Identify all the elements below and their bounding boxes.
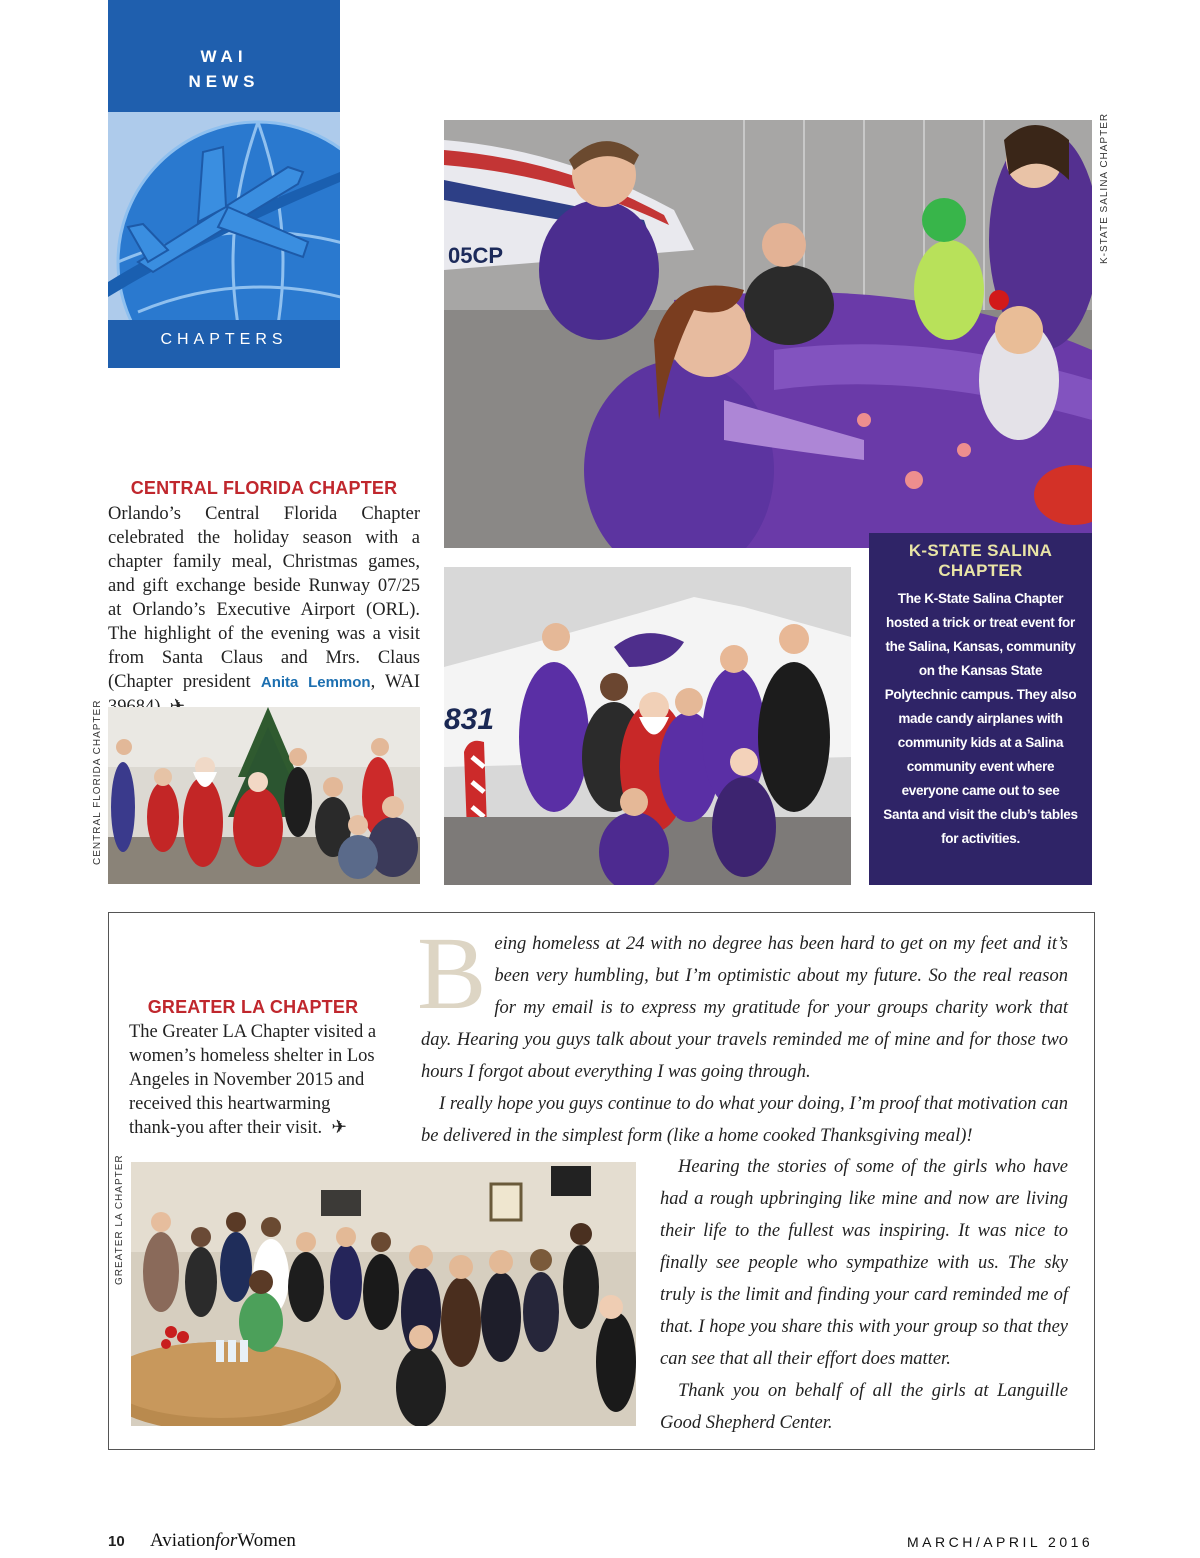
airplane-globe-graphic — [108, 112, 340, 320]
magazine-title — [150, 1530, 296, 1552]
kstate-heading — [869, 541, 1092, 581]
letter-paragraph-1: eing homeless at 24 with no degree has been hard to get on my feet and it’s been very humbling, but I’m optimistic about my future. So the real reason for my email is to express my gratitude for your groups charity work that day. Hearing you guys talk about your travels reminded me of mine and for those two hours I forgot about everything I was going through. — [421, 934, 1068, 1082]
plane-registration-text: 05CP — [448, 243, 504, 268]
kstate-santa-group-photo — [444, 567, 851, 885]
photo-credit-greater-la: GREATER LA CHAPTER — [114, 1154, 125, 1285]
greater-la-heading: GREATER LA CHAPTER — [147, 997, 359, 1017]
greater-la-shelter-photo — [131, 1162, 636, 1426]
central-florida-group-photo — [108, 707, 420, 884]
magazine-title-part-2: for — [215, 1530, 238, 1551]
central-florida-body-end: , WAI — [370, 672, 420, 692]
thank-you-letter-continued — [660, 1151, 1068, 1439]
drop-cap: B — [417, 916, 487, 1031]
letter-paragraph-2: I really hope you guys continue to do what your doing, I’m proof that motivation can be delivered in the simplest form (like a home cooked Thanksgiving meal)! — [421, 1094, 1068, 1146]
badge-title-line1: WAI — [200, 47, 248, 66]
wai-news-badge — [108, 0, 340, 368]
greater-la-body — [129, 1020, 379, 1140]
central-florida-body — [108, 502, 420, 719]
badge-subtitle: CHAPTERS — [160, 331, 288, 348]
chapter-president-name: Anita Lemmon — [260, 674, 371, 691]
photo-credit-kstate: K-STATE SALINA CHAPTER — [1099, 112, 1110, 264]
airplane-icon: ✈ — [331, 1118, 347, 1138]
kstate-heading-line2: CHAPTER — [938, 561, 1023, 580]
letter-paragraph-4: Thank you on behalf of all the girls at Languille Good Shepherd Center. — [660, 1381, 1068, 1433]
photo-credit-central-florida: CENTRAL FLORIDA CHAPTER — [92, 699, 103, 865]
badge-title-line2: NEWS — [188, 72, 260, 91]
central-florida-heading: CENTRAL FLORIDA CHAPTER — [130, 478, 398, 498]
badge-title — [108, 44, 340, 94]
kstate-candy-table-photo — [444, 120, 1092, 548]
kstate-salina-caption-box — [869, 533, 1092, 885]
plane-registration-text-2: 831 — [444, 703, 495, 736]
kstate-body: The K-State Salina Chapter hosted a trick or treat event for the Salina, Kansas, community on the Kansas State Polytechnic campus. They also made candy airplanes with community kids at a Salina community event where everyone came out to see Santa and visit the club’s tables for activities. — [883, 591, 1078, 846]
issue-date: MARCH/APRIL 2016 — [907, 1534, 1094, 1550]
magazine-title-part-1: Aviation — [150, 1530, 216, 1551]
kstate-heading-line1: K-STATE SALINA — [908, 541, 1053, 560]
central-florida-body-text: Orlando’s Central Florida Chapter celebrated the holiday season with a chapter family meal, Christmas games, and gift exchange beside Runway 07/25 at Orlando’s Executive Airport (ORL). The highlight of the evening was a visit from Santa Claus and Mrs. Claus (Chapter president — [108, 504, 420, 692]
thank-you-letter — [417, 916, 1068, 1152]
page-number: 10 — [108, 1533, 125, 1550]
letter-paragraph-3: Hearing the stories of some of the girls who have had a rough upbringing like mine and now are living their life to the fullest was inspiring. It was nice to finally see people who sympathize with us. The sky truly is the limit and finding your card reminded me of that. I hope you share this with your group so that they can see that all their effort does matter. — [660, 1157, 1068, 1369]
greater-la-body-text: The Greater LA Chapter visited a women’s homeless shelter in Los Angeles in November 2015 and received this heartwarming thank-you after their visit. — [129, 1022, 377, 1138]
magazine-title-part-3: Women — [237, 1530, 296, 1551]
